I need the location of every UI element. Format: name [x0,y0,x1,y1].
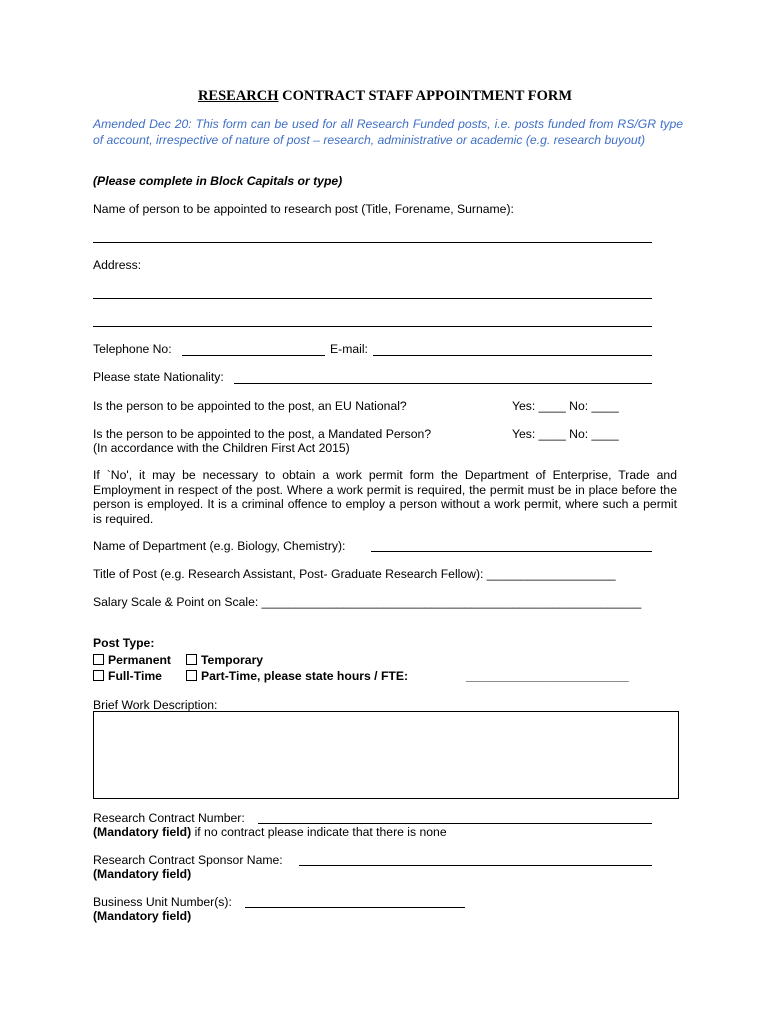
sponsor-label: Research Contract Sponsor Name: [93,853,283,867]
work-permit-paragraph: If `No', it may be necessary to obtain a work permit form the Department of Enterprise, Trade and Employment in respect of the post. Where a work permit is required, the permit must be in place before the person is employed. It is a criminal offence to employ a person without a work permit, where such a permit is required. [93,468,677,526]
form-title: RESEARCH CONTRACT STAFF APPOINTMENT FORM [197,88,573,104]
address-label: Address: [93,258,142,272]
business-unit-mandatory: (Mandatory field) [93,909,192,923]
name-field[interactable] [93,242,652,243]
email-label: E-mail: [330,342,368,356]
department-label: Name of Department (e.g. Biology, Chemistry): [93,539,346,553]
contract-number-field[interactable] [258,823,652,824]
department-field[interactable] [371,551,652,552]
nationality-field[interactable] [234,383,652,384]
part-time-hours-field[interactable]: ________________________ [466,669,629,683]
work-description-label: Brief Work Description: [93,698,218,712]
sponsor-mandatory: (Mandatory field) [93,867,192,881]
checkbox-icon[interactable] [93,670,104,681]
contract-number-note: (Mandatory field) if no contract please indicate that there is none [93,825,447,839]
address-field-line-1[interactable] [93,298,652,299]
nationality-label: Please state Nationality: [93,370,224,384]
telephone-field[interactable] [182,355,325,356]
eu-yes-no[interactable]: Yes: ____ No: ____ [512,399,619,413]
eu-question: Is the person to be appointed to the post, an EU National? [93,399,407,413]
business-unit-label: Business Unit Number(s): [93,895,232,909]
sponsor-field[interactable] [299,865,652,866]
mandated-question: Is the person to be appointed to the post, a Mandated Person? [93,427,432,441]
post-type-label: Post Type: [93,636,155,650]
checkbox-icon[interactable] [93,654,104,665]
work-description-box[interactable] [93,711,679,799]
address-field-line-2[interactable] [93,326,652,327]
checkbox-icon[interactable] [186,670,197,681]
title-of-post-field[interactable]: Title of Post (e.g. Research Assistant, Post- Graduate Research Fellow): ___________________ [93,567,616,581]
amendment-note: Amended Dec 20: This form can be used for all Research Funded posts, i.e. posts funded from RS/GR type of account, irrespective of nature of post – research, administrative or academic (e.g. research buyout) [93,117,683,147]
mandated-yes-no[interactable]: Yes: ____ No: ____ [512,427,619,441]
telephone-label: Telephone No: [93,342,172,356]
name-label: Name of person to be appointed to research post (Title, Forename, Surname): [93,202,514,216]
option-permanent[interactable]: Permanent [93,653,171,667]
checkbox-icon[interactable] [186,654,197,665]
option-full-time[interactable]: Full-Time [93,669,162,683]
contract-number-label: Research Contract Number: [93,811,245,825]
option-part-time[interactable]: Part-Time, please state hours / FTE: [186,669,408,683]
business-unit-field[interactable] [245,907,465,908]
salary-scale-field[interactable]: Salary Scale & Point on Scale: ________________________________________________________ [93,595,642,609]
email-field[interactable] [373,355,652,356]
mandated-note: (In accordance with the Children First Act 2015) [93,441,350,455]
instruction-text: (Please complete in Block Capitals or type) [93,174,343,188]
option-temporary[interactable]: Temporary [186,653,263,667]
